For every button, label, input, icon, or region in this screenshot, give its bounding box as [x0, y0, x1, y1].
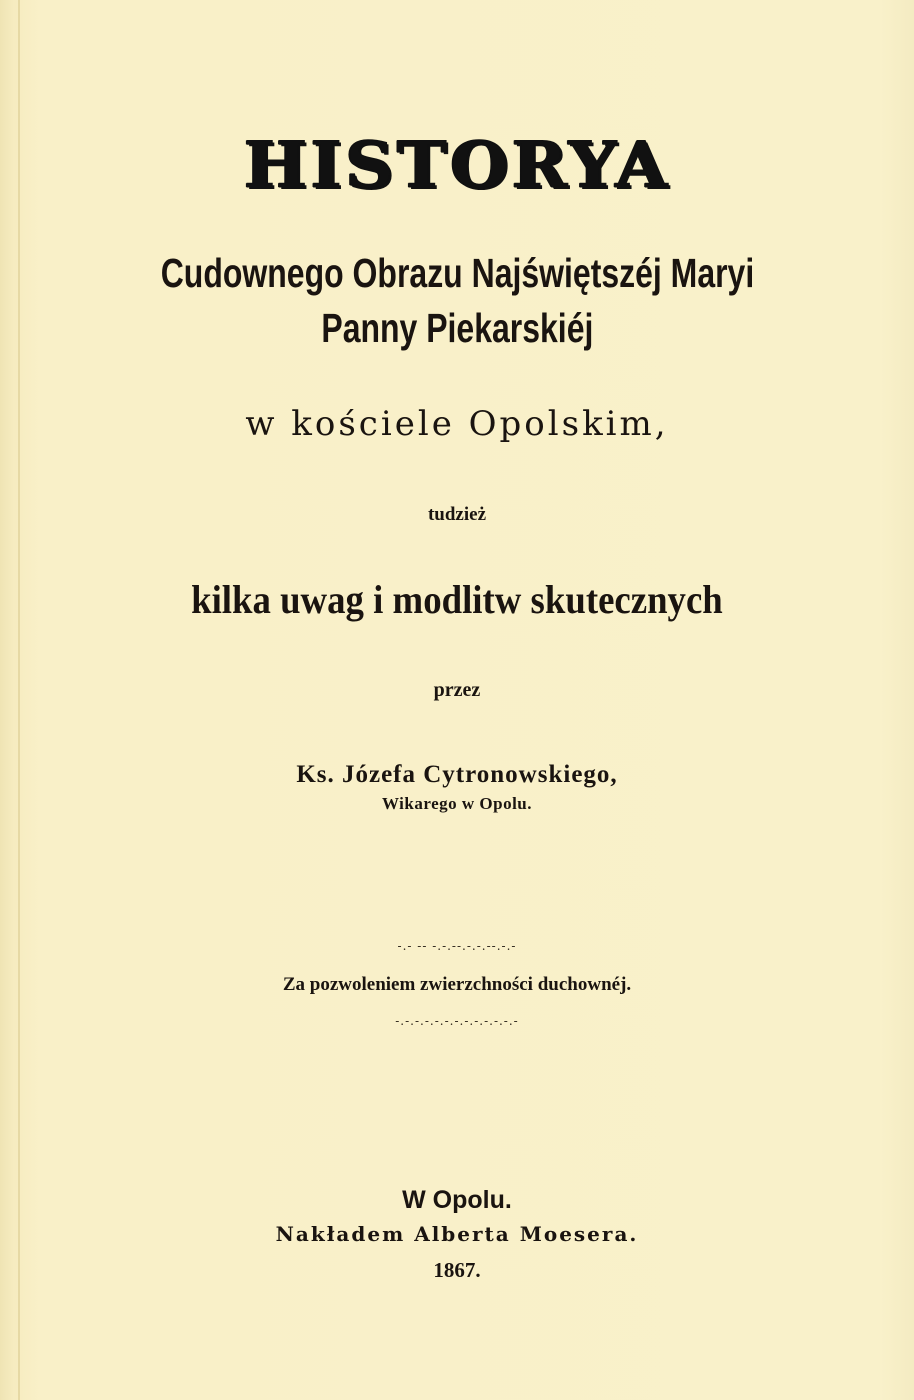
imprint-publisher: Nakładem Alberta Moesera. — [275, 1222, 639, 1246]
author-role: Wikarego w Opolu. — [381, 794, 533, 813]
ornament-divider-top: -.- -- -.-.--.-.-.--.-.- — [397, 939, 517, 953]
book-title-text: HISTORYA — [243, 128, 671, 203]
permission-line: Za pozwoleniem zwierzchności duchownéj. — [282, 974, 632, 995]
by-line: przez — [433, 679, 481, 701]
ornament-divider-bottom: -.-.-.-.-.-.-.-.-.-.-.-.- — [395, 1014, 519, 1028]
subtitle-line-2 — [0, 305, 914, 352]
imprint-city: W Opolu. — [402, 1186, 512, 1214]
subject-line-text: kilka uwag i modlitw skutecznych — [191, 577, 723, 622]
subject-line — [0, 576, 914, 623]
author-name: Ks. Józefa Cytronowskiego, — [296, 761, 618, 788]
location-line: w kościele Opolskim, — [245, 404, 669, 444]
connector-line: tudzież — [427, 504, 487, 525]
subtitle-line-1-text: Cudownego Obrazu Najświętszéj Maryi — [160, 250, 754, 296]
subtitle-line-2-text: Panny Piekarskiéj — [320, 305, 593, 351]
imprint-year: 1867. — [433, 1258, 481, 1282]
book-title — [0, 128, 914, 203]
subtitle-line-1 — [0, 250, 914, 297]
